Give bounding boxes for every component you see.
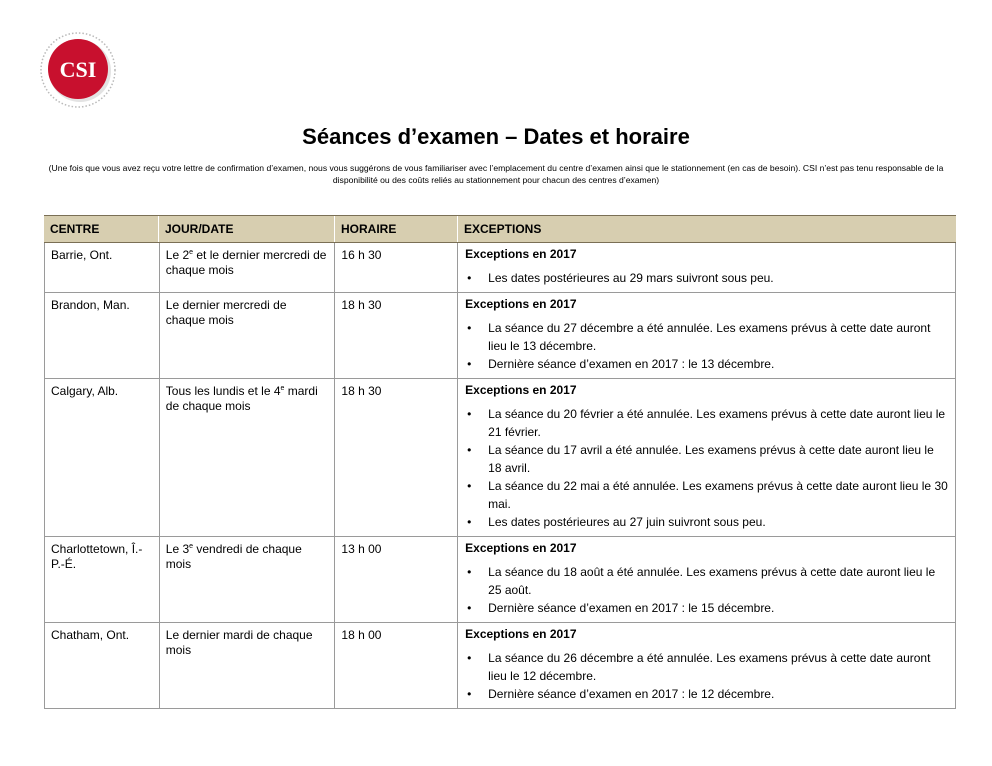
exception-item: • La séance du 22 mai a été annulée. Les examens prévus à cette date auront lieu le 30 mai. <box>465 477 949 513</box>
col-header-centre: CENTRE <box>44 216 159 242</box>
exceptions-list <box>465 405 949 531</box>
col-header-jour-date: JOUR/DATE <box>159 216 335 242</box>
page-title: Séances d’examen – Dates et horaire <box>302 124 690 149</box>
exception-item: • La séance du 26 décembre a été annulée. Les examens prévus à cette date auront lieu le 12 décembre. <box>465 649 949 685</box>
table-row <box>44 537 956 623</box>
table-row <box>44 379 956 537</box>
csi-logo <box>38 30 118 110</box>
exceptions-cell <box>458 623 955 708</box>
col-header-exceptions: EXCEPTIONS <box>464 222 542 236</box>
table-row <box>44 623 956 709</box>
exceptions-title: Exceptions en 2017 <box>465 383 577 397</box>
exception-item: • Dernière séance d’examen en 2017 : le 12 décembre. <box>465 685 949 703</box>
exceptions-title: Exceptions en 2017 <box>465 297 577 311</box>
horaire-cell: 18 h 30 <box>335 379 458 536</box>
horaire-cell: 13 h 00 <box>335 537 458 622</box>
centre-cell: Barrie, Ont. <box>45 243 160 292</box>
jour-date-cell: Le dernier mercredi de chaque mois <box>160 293 336 378</box>
exceptions-title: Exceptions en 2017 <box>465 247 577 261</box>
centre-cell: Chatham, Ont. <box>45 623 160 708</box>
centre-cell: Calgary, Alb. <box>45 379 160 536</box>
table-row <box>44 243 956 293</box>
exceptions-title: Exceptions en 2017 <box>465 541 577 555</box>
exceptions-cell <box>458 537 955 622</box>
exception-item: • Les dates postérieures au 27 juin suivront sous peu. <box>465 513 949 531</box>
exceptions-cell <box>458 379 955 536</box>
exception-item: • La séance du 27 décembre a été annulée. Les examens prévus à cette date auront lieu le 13 décembre. <box>465 319 949 355</box>
centre-cell: Brandon, Man. <box>45 293 160 378</box>
exception-item: • Les dates postérieures au 29 mars suivront sous peu. <box>465 269 949 287</box>
jour-date-cell: Le dernier mardi de chaque mois <box>160 623 336 708</box>
intro-note: (Une fois que vous avez reçu votre lettre de confirmation d’examen, nous vous suggérons de vous familiariser avec l’emplacement du centre d’examen ainsi que le stationnement (en cas de besoin). CSI n’est pas tenu responsable de la disponibilité ou des coûts reliés au stationnement pour chacun des centres d’examen) <box>48 163 944 185</box>
table-header <box>44 215 956 243</box>
exception-item: • Dernière séance d’examen en 2017 : le 15 décembre. <box>465 599 949 617</box>
exceptions-title: Exceptions en 2017 <box>465 627 577 641</box>
jour-date-cell: Le 2e et le dernier mercredi de chaque mois <box>160 243 336 292</box>
logo-text: CSI <box>59 57 97 82</box>
horaire-cell: 16 h 30 <box>335 243 458 292</box>
exceptions-list <box>465 649 949 703</box>
exception-item: • La séance du 20 février a été annulée. Les examens prévus à cette date auront lieu le 21 février. <box>465 405 949 441</box>
exception-item: • La séance du 17 avril a été annulée. Les examens prévus à cette date auront lieu le 18 avril. <box>465 441 949 477</box>
horaire-cell: 18 h 30 <box>335 293 458 378</box>
exception-item: • La séance du 18 août a été annulée. Les examens prévus à cette date auront lieu le 25 août. <box>465 563 949 599</box>
centre-cell: Charlottetown, Î.-P.-É. <box>45 537 160 622</box>
horaire-cell: 18 h 00 <box>335 623 458 708</box>
jour-date-cell: Le 3e vendredi de chaque mois <box>160 537 336 622</box>
exceptions-list <box>465 563 949 617</box>
table-row <box>44 293 956 379</box>
exceptions-list <box>465 319 949 373</box>
exceptions-list <box>465 269 949 287</box>
schedule-table <box>44 215 956 709</box>
col-header-horaire: HORAIRE <box>335 216 458 242</box>
exceptions-cell <box>458 243 955 292</box>
exception-item: • Dernière séance d’examen en 2017 : le 13 décembre. <box>465 355 949 373</box>
exceptions-cell <box>458 293 955 378</box>
jour-date-cell: Tous les lundis et le 4e mardi de chaque mois <box>160 379 336 536</box>
